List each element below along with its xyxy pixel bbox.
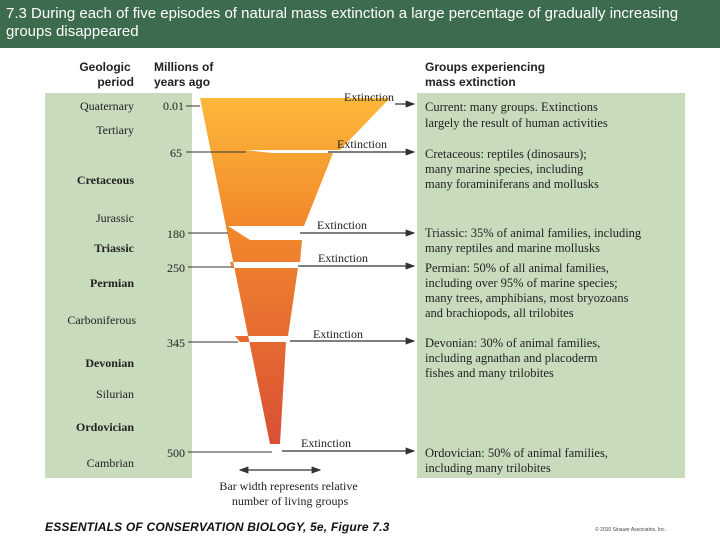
extinction-label-devonian: Extinction xyxy=(313,327,363,341)
period-cambrian: Cambrian xyxy=(86,456,134,470)
period-ordovician: Ordovician xyxy=(75,420,134,434)
period-quaternary: Quaternary xyxy=(80,99,134,113)
time-65: 65 xyxy=(170,146,182,160)
period-carboniferous: Carboniferous xyxy=(67,313,136,327)
book-citation: ESSENTIALS OF CONSERVATION BIOLOGY, 5e, Figure 7.3 xyxy=(45,520,390,534)
group-cretaceous: Cretaceous: reptiles (dinosaurs); many marine species, including many foraminiferans and mollusks xyxy=(425,147,599,191)
extinction-label-ordovician: Extinction xyxy=(301,436,351,450)
group-permian: Permian: 50% of all animal families, including over 95% of marine species; many trees, amphibians, most bryozoans and brachiopods, all trilobites xyxy=(425,261,629,320)
groups-header: Groups experiencing mass extinction xyxy=(425,60,546,89)
period-permian: Permian xyxy=(90,276,134,290)
period-jurassic: Jurassic xyxy=(96,211,134,225)
period-tertiary: Tertiary xyxy=(96,123,134,137)
group-devonian: Devonian: 30% of animal families, including agnathan and placoderm fishes and many trilobites xyxy=(425,336,601,380)
slide-title: 7.3 During each of five episodes of natural mass extinction a large percentage of gradually increasing groups disappeared xyxy=(6,5,679,40)
extinction-label-cretaceous: Extinction xyxy=(337,137,387,151)
group-ordovician: Ordovician: 50% of animal families, including many trilobites xyxy=(425,446,608,475)
time-250: 250 xyxy=(167,261,185,275)
period-silurian: Silurian xyxy=(96,387,134,401)
copyright-note: © 2010 Sinauer Associates, Inc. xyxy=(595,527,666,533)
group-current: Current: many groups. Extinctions largely the result of human activities xyxy=(425,100,608,130)
time-180: 180 xyxy=(167,227,185,241)
mya-header: Millions of years ago xyxy=(154,60,214,89)
group-triassic: Triassic: 35% of animal families, including many reptiles and marine mollusks xyxy=(425,226,642,255)
period-devonian: Devonian xyxy=(85,356,134,370)
period-header: Geologic period xyxy=(79,60,134,89)
time-345: 345 xyxy=(167,336,185,350)
extinction-label-triassic: Extinction xyxy=(317,218,367,232)
period-triassic: Triassic xyxy=(94,241,134,255)
time-0-01: 0.01 xyxy=(163,99,184,113)
period-cretaceous: Cretaceous xyxy=(76,173,134,187)
extinction-label-permian: Extinction xyxy=(318,251,368,265)
time-500: 500 xyxy=(167,446,185,460)
bar-width-note: Bar width represents relative number of living groups xyxy=(219,479,358,508)
extinction-label-current: Extinction xyxy=(344,90,394,104)
